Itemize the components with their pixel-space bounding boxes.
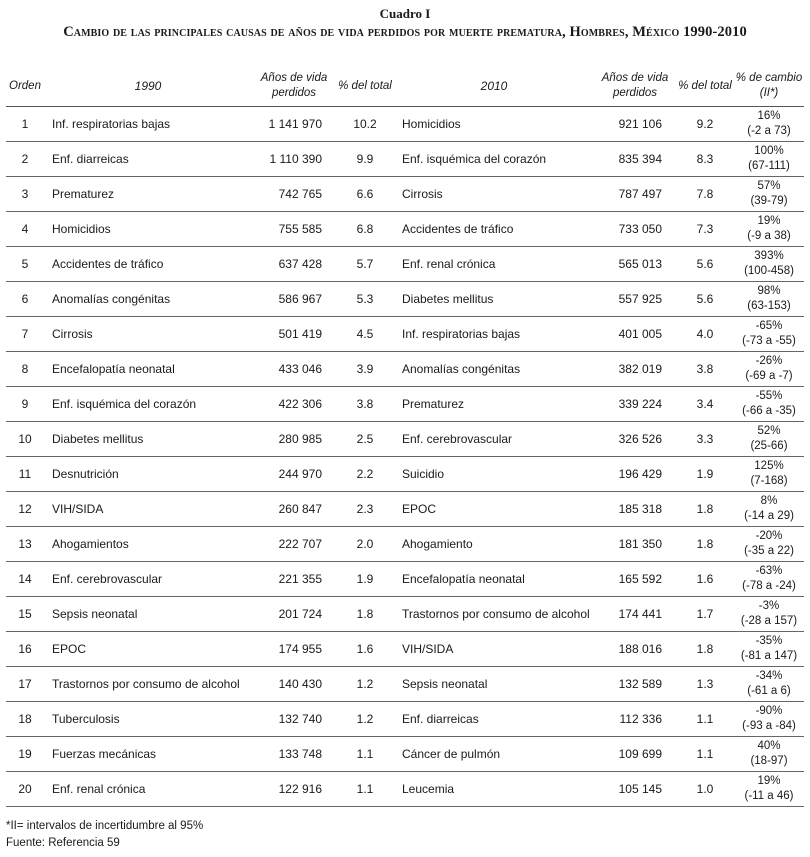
cambio-value: 52%	[757, 425, 781, 437]
cambio-value: 16%	[757, 110, 781, 122]
cambio-stack	[747, 284, 790, 314]
cell-cambio	[734, 247, 804, 282]
cell-pct-2010: 9.2	[676, 107, 734, 142]
cell-avp-1990: 221 355	[252, 562, 336, 597]
cell-cambio	[734, 107, 804, 142]
cell-orden: 6	[6, 282, 44, 317]
cell-cause-2010: Prematurez	[394, 387, 594, 422]
table-row	[6, 562, 804, 597]
cell-avp-2010: 109 699	[594, 737, 676, 772]
table-row	[6, 352, 804, 387]
cell-cause-1990: EPOC	[44, 632, 252, 667]
cambio-value: 40%	[757, 740, 781, 752]
cell-cause-2010: Enf. renal crónica	[394, 247, 594, 282]
table-row	[6, 737, 804, 772]
cell-cause-1990: Sepsis neonatal	[44, 597, 252, 632]
cambio-stack	[742, 389, 796, 419]
cell-cambio	[734, 667, 804, 702]
table-row	[6, 282, 804, 317]
cell-avp-1990: 422 306	[252, 387, 336, 422]
cell-orden: 13	[6, 527, 44, 562]
cambio-value: 57%	[757, 180, 781, 192]
cell-pct-1990: 3.8	[336, 387, 394, 422]
cell-pct-1990: 6.8	[336, 212, 394, 247]
cambio-interval: (-81 a 147)	[740, 650, 798, 662]
cambio-interval: (-66 a -35)	[742, 405, 796, 417]
cell-cause-1990: Ahogamientos	[44, 527, 252, 562]
cambio-interval: (-9 a 38)	[747, 230, 791, 242]
cambio-value: 125%	[754, 460, 784, 472]
cambio-interval: (39-79)	[750, 195, 788, 207]
cell-cause-2010: VIH/SIDA	[394, 632, 594, 667]
cell-pct-2010: 8.3	[676, 142, 734, 177]
table-row	[6, 597, 804, 632]
cell-pct-1990: 1.9	[336, 562, 394, 597]
cell-cambio	[734, 702, 804, 737]
cell-pct-1990: 3.9	[336, 352, 394, 387]
cambio-value: 8%	[760, 495, 778, 507]
cell-cause-2010: Inf. respiratorias bajas	[394, 317, 594, 352]
cell-cause-1990: Diabetes mellitus	[44, 422, 252, 457]
cell-cause-1990: Trastornos por consumo de alcohol	[44, 667, 252, 702]
cell-pct-1990: 2.5	[336, 422, 394, 457]
cell-orden: 9	[6, 387, 44, 422]
table-row	[6, 492, 804, 527]
cell-pct-1990: 2.3	[336, 492, 394, 527]
col-header-orden: Orden	[6, 66, 44, 107]
cell-cause-2010: Suicidio	[394, 457, 594, 492]
cell-avp-2010: 326 526	[594, 422, 676, 457]
cell-avp-1990: 260 847	[252, 492, 336, 527]
cell-pct-2010: 3.4	[676, 387, 734, 422]
cambio-value: 19%	[757, 775, 781, 787]
table-row	[6, 702, 804, 737]
cell-pct-2010: 1.0	[676, 772, 734, 807]
cell-cause-2010: Homicidios	[394, 107, 594, 142]
cell-pct-2010: 3.8	[676, 352, 734, 387]
cambio-interval: (-69 a -7)	[745, 370, 793, 382]
cell-cause-2010: Ahogamiento	[394, 527, 594, 562]
cell-cause-1990: Enf. diarreicas	[44, 142, 252, 177]
cambio-stack	[744, 249, 794, 279]
cell-avp-2010: 401 005	[594, 317, 676, 352]
cell-pct-2010: 1.7	[676, 597, 734, 632]
cell-avp-2010: 132 589	[594, 667, 676, 702]
cell-avp-1990: 637 428	[252, 247, 336, 282]
cell-cause-1990: Accidentes de tráfico	[44, 247, 252, 282]
cell-pct-2010: 4.0	[676, 317, 734, 352]
col-header-avp-2010: Años de vida perdidos	[594, 66, 676, 107]
cell-cause-2010: EPOC	[394, 492, 594, 527]
cambio-value: -34%	[755, 670, 783, 682]
cell-cause-2010: Enf. diarreicas	[394, 702, 594, 737]
cambio-stack	[750, 179, 787, 209]
cambio-interval: (-11 a 46)	[744, 790, 794, 802]
col-header-pct-1990: % del total	[336, 66, 394, 107]
cell-avp-2010: 174 441	[594, 597, 676, 632]
cell-orden: 8	[6, 352, 44, 387]
table-header-row	[6, 66, 804, 107]
cambio-stack	[748, 144, 790, 174]
cell-cause-1990: Enf. cerebrovascular	[44, 562, 252, 597]
cell-cause-2010: Cirrosis	[394, 177, 594, 212]
cell-cambio	[734, 422, 804, 457]
cell-cause-2010: Enf. isquémica del corazón	[394, 142, 594, 177]
cell-avp-1990: 122 916	[252, 772, 336, 807]
cell-avp-1990: 501 419	[252, 317, 336, 352]
cell-avp-2010: 835 394	[594, 142, 676, 177]
table-row	[6, 527, 804, 562]
cell-orden: 1	[6, 107, 44, 142]
table-row	[6, 142, 804, 177]
cell-avp-2010: 565 013	[594, 247, 676, 282]
cell-pct-2010: 1.9	[676, 457, 734, 492]
cambio-stack	[747, 669, 790, 699]
cell-avp-2010: 188 016	[594, 632, 676, 667]
cell-avp-1990: 174 955	[252, 632, 336, 667]
footnote: *II= intervalos de incertidumbre al 95%	[6, 820, 204, 832]
cell-cause-1990: Anomalías congénitas	[44, 282, 252, 317]
cell-pct-2010: 7.8	[676, 177, 734, 212]
cambio-value: 98%	[757, 285, 781, 297]
table-row	[6, 317, 804, 352]
cell-pct-1990: 1.2	[336, 702, 394, 737]
cell-orden: 20	[6, 772, 44, 807]
cambio-value: -65%	[755, 320, 783, 332]
col-header-pct-2010: % del total	[676, 66, 734, 107]
cell-cambio	[734, 387, 804, 422]
cell-avp-1990: 201 724	[252, 597, 336, 632]
cell-orden: 4	[6, 212, 44, 247]
cell-cause-1990: Desnutrición	[44, 457, 252, 492]
cell-avp-2010: 112 336	[594, 702, 676, 737]
cell-avp-2010: 196 429	[594, 457, 676, 492]
cambio-stack	[742, 564, 796, 594]
cell-pct-1990: 1.1	[336, 737, 394, 772]
cell-cause-1990: Prematurez	[44, 177, 252, 212]
cambio-interval: (-2 a 73)	[747, 125, 791, 137]
cambio-stack	[741, 634, 797, 664]
cambio-interval: (-28 a 157)	[740, 615, 798, 627]
cambio-interval: (-93 a -84)	[742, 720, 796, 732]
cell-cause-2010: Cáncer de pulmón	[394, 737, 594, 772]
table-row	[6, 772, 804, 807]
cell-pct-1990: 6.6	[336, 177, 394, 212]
cell-pct-1990: 2.2	[336, 457, 394, 492]
cambio-interval: (67-111)	[748, 160, 790, 172]
cell-cambio	[734, 317, 804, 352]
cambio-stack	[750, 739, 787, 769]
cell-avp-1990: 1 110 390	[252, 142, 336, 177]
col-header-avp-1990: Años de vida perdidos	[252, 66, 336, 107]
cell-pct-2010: 5.6	[676, 247, 734, 282]
cambio-stack	[747, 109, 790, 139]
cambio-value: -26%	[755, 355, 783, 367]
cell-cambio	[734, 737, 804, 772]
cell-cause-2010: Trastornos por consumo de alcohol	[394, 597, 594, 632]
cambio-interval: (-14 a 29)	[744, 510, 794, 522]
table-row	[6, 457, 804, 492]
cell-cause-2010: Anomalías congénitas	[394, 352, 594, 387]
col-header-1990: 1990	[44, 66, 252, 107]
cell-avp-1990: 280 985	[252, 422, 336, 457]
cell-cambio	[734, 352, 804, 387]
cell-pct-1990: 1.1	[336, 772, 394, 807]
cell-orden: 15	[6, 597, 44, 632]
table-row	[6, 247, 804, 282]
cell-avp-2010: 181 350	[594, 527, 676, 562]
cell-avp-1990: 132 740	[252, 702, 336, 737]
cell-avp-2010: 733 050	[594, 212, 676, 247]
source-note: Fuente: Referencia 59	[6, 837, 120, 849]
cell-avp-1990: 222 707	[252, 527, 336, 562]
cambio-interval: (7-168)	[750, 475, 788, 487]
cell-orden: 7	[6, 317, 44, 352]
cell-pct-2010: 1.6	[676, 562, 734, 597]
cambio-interval: (-35 a 22)	[744, 545, 794, 557]
cambio-interval: (-61 a 6)	[747, 685, 791, 697]
cell-cambio	[734, 282, 804, 317]
cambio-stack	[745, 354, 792, 384]
cell-avp-1990: 244 970	[252, 457, 336, 492]
cambio-value: -55%	[755, 390, 783, 402]
cell-avp-1990: 140 430	[252, 667, 336, 702]
table-number: Cuadro I	[379, 6, 431, 21]
cell-orden: 10	[6, 422, 44, 457]
cell-cause-2010: Enf. cerebrovascular	[394, 422, 594, 457]
cell-cause-1990: Enf. renal crónica	[44, 772, 252, 807]
cell-cambio	[734, 492, 804, 527]
cell-avp-2010: 185 318	[594, 492, 676, 527]
cell-pct-2010: 5.6	[676, 282, 734, 317]
cell-pct-1990: 5.3	[336, 282, 394, 317]
cambio-stack	[744, 774, 793, 804]
cell-pct-1990: 9.9	[336, 142, 394, 177]
cell-pct-2010: 1.3	[676, 667, 734, 702]
cell-orden: 5	[6, 247, 44, 282]
cell-pct-2010: 7.3	[676, 212, 734, 247]
cell-orden: 14	[6, 562, 44, 597]
cambio-value: 393%	[754, 250, 784, 262]
cell-cause-2010: Accidentes de tráfico	[394, 212, 594, 247]
cell-cause-1990: Fuerzas mecánicas	[44, 737, 252, 772]
cell-pct-1990: 10.2	[336, 107, 394, 142]
cell-orden: 11	[6, 457, 44, 492]
data-table	[6, 66, 804, 807]
cell-cause-1990: Cirrosis	[44, 317, 252, 352]
cell-cambio	[734, 562, 804, 597]
table-row	[6, 422, 804, 457]
cell-pct-1990: 5.7	[336, 247, 394, 282]
cambio-interval: (25-66)	[750, 440, 788, 452]
cambio-value: 19%	[757, 215, 781, 227]
cell-avp-2010: 557 925	[594, 282, 676, 317]
cell-orden: 18	[6, 702, 44, 737]
cell-avp-1990: 586 967	[252, 282, 336, 317]
cell-cause-2010: Encefalopatía neonatal	[394, 562, 594, 597]
cambio-value: 100%	[754, 145, 784, 157]
cell-cause-2010: Diabetes mellitus	[394, 282, 594, 317]
col-header-cambio: % de cambio (II*)	[734, 66, 804, 107]
cambio-stack	[750, 424, 787, 454]
cambio-interval: (-73 a -55)	[742, 335, 796, 347]
cell-pct-1990: 1.8	[336, 597, 394, 632]
cell-avp-2010: 787 497	[594, 177, 676, 212]
cambio-stack	[744, 529, 794, 559]
table-row	[6, 212, 804, 247]
cambio-stack	[744, 494, 794, 524]
cell-orden: 16	[6, 632, 44, 667]
cell-pct-2010: 1.8	[676, 632, 734, 667]
cell-pct-1990: 2.0	[336, 527, 394, 562]
cambio-value: -20%	[755, 530, 783, 542]
cell-pct-1990: 4.5	[336, 317, 394, 352]
cambio-value: -3%	[758, 600, 780, 612]
cell-avp-1990: 133 748	[252, 737, 336, 772]
cambio-stack	[742, 319, 796, 349]
cell-cambio	[734, 142, 804, 177]
cell-orden: 17	[6, 667, 44, 702]
cambio-value: -63%	[755, 565, 783, 577]
cell-cause-1990: VIH/SIDA	[44, 492, 252, 527]
cell-orden: 3	[6, 177, 44, 212]
cell-cambio	[734, 772, 804, 807]
cambio-stack	[742, 704, 796, 734]
cell-avp-2010: 165 592	[594, 562, 676, 597]
cell-avp-2010: 382 019	[594, 352, 676, 387]
cell-cause-1990: Enf. isquémica del corazón	[44, 387, 252, 422]
cambio-stack	[747, 214, 790, 244]
cambio-interval: (63-153)	[747, 300, 791, 312]
cell-pct-2010: 1.1	[676, 702, 734, 737]
cell-pct-2010: 1.8	[676, 492, 734, 527]
cell-avp-1990: 742 765	[252, 177, 336, 212]
cell-cause-1990: Inf. respiratorias bajas	[44, 107, 252, 142]
table-row	[6, 667, 804, 702]
cell-cambio	[734, 632, 804, 667]
cambio-value: -90%	[755, 705, 783, 717]
cell-avp-2010: 921 106	[594, 107, 676, 142]
table-row	[6, 387, 804, 422]
cambio-stack	[741, 599, 797, 629]
cell-orden: 12	[6, 492, 44, 527]
cell-cause-1990: Encefalopatía neonatal	[44, 352, 252, 387]
cell-cause-1990: Tuberculosis	[44, 702, 252, 737]
cell-avp-2010: 339 224	[594, 387, 676, 422]
table-row	[6, 177, 804, 212]
cell-avp-2010: 105 145	[594, 772, 676, 807]
cell-cambio	[734, 597, 804, 632]
col-header-2010: 2010	[394, 66, 594, 107]
table-row	[6, 632, 804, 667]
cell-pct-2010: 1.8	[676, 527, 734, 562]
table-body	[6, 107, 804, 807]
cell-avp-1990: 433 046	[252, 352, 336, 387]
cell-orden: 19	[6, 737, 44, 772]
cell-pct-2010: 1.1	[676, 737, 734, 772]
cambio-interval: (100-458)	[744, 265, 794, 277]
cell-cause-2010: Sepsis neonatal	[394, 667, 594, 702]
cambio-interval: (18-97)	[750, 755, 788, 767]
cell-cambio	[734, 212, 804, 247]
cell-orden: 2	[6, 142, 44, 177]
cambio-value: -35%	[755, 635, 783, 647]
table-row	[6, 107, 804, 142]
cell-pct-1990: 1.2	[336, 667, 394, 702]
cell-avp-1990: 755 585	[252, 212, 336, 247]
cambio-interval: (-78 a -24)	[742, 580, 796, 592]
cell-pct-2010: 3.3	[676, 422, 734, 457]
cambio-stack	[750, 459, 787, 489]
table-title: Cambio de las principales causas de años de vida perdidos por muerte prematura, Hombres, México 1990-2010	[63, 24, 747, 40]
cell-cambio	[734, 177, 804, 212]
cell-pct-1990: 1.6	[336, 632, 394, 667]
cell-avp-1990: 1 141 970	[252, 107, 336, 142]
cell-cause-1990: Homicidios	[44, 212, 252, 247]
cell-cambio	[734, 527, 804, 562]
cell-cambio	[734, 457, 804, 492]
cell-cause-2010: Leucemia	[394, 772, 594, 807]
